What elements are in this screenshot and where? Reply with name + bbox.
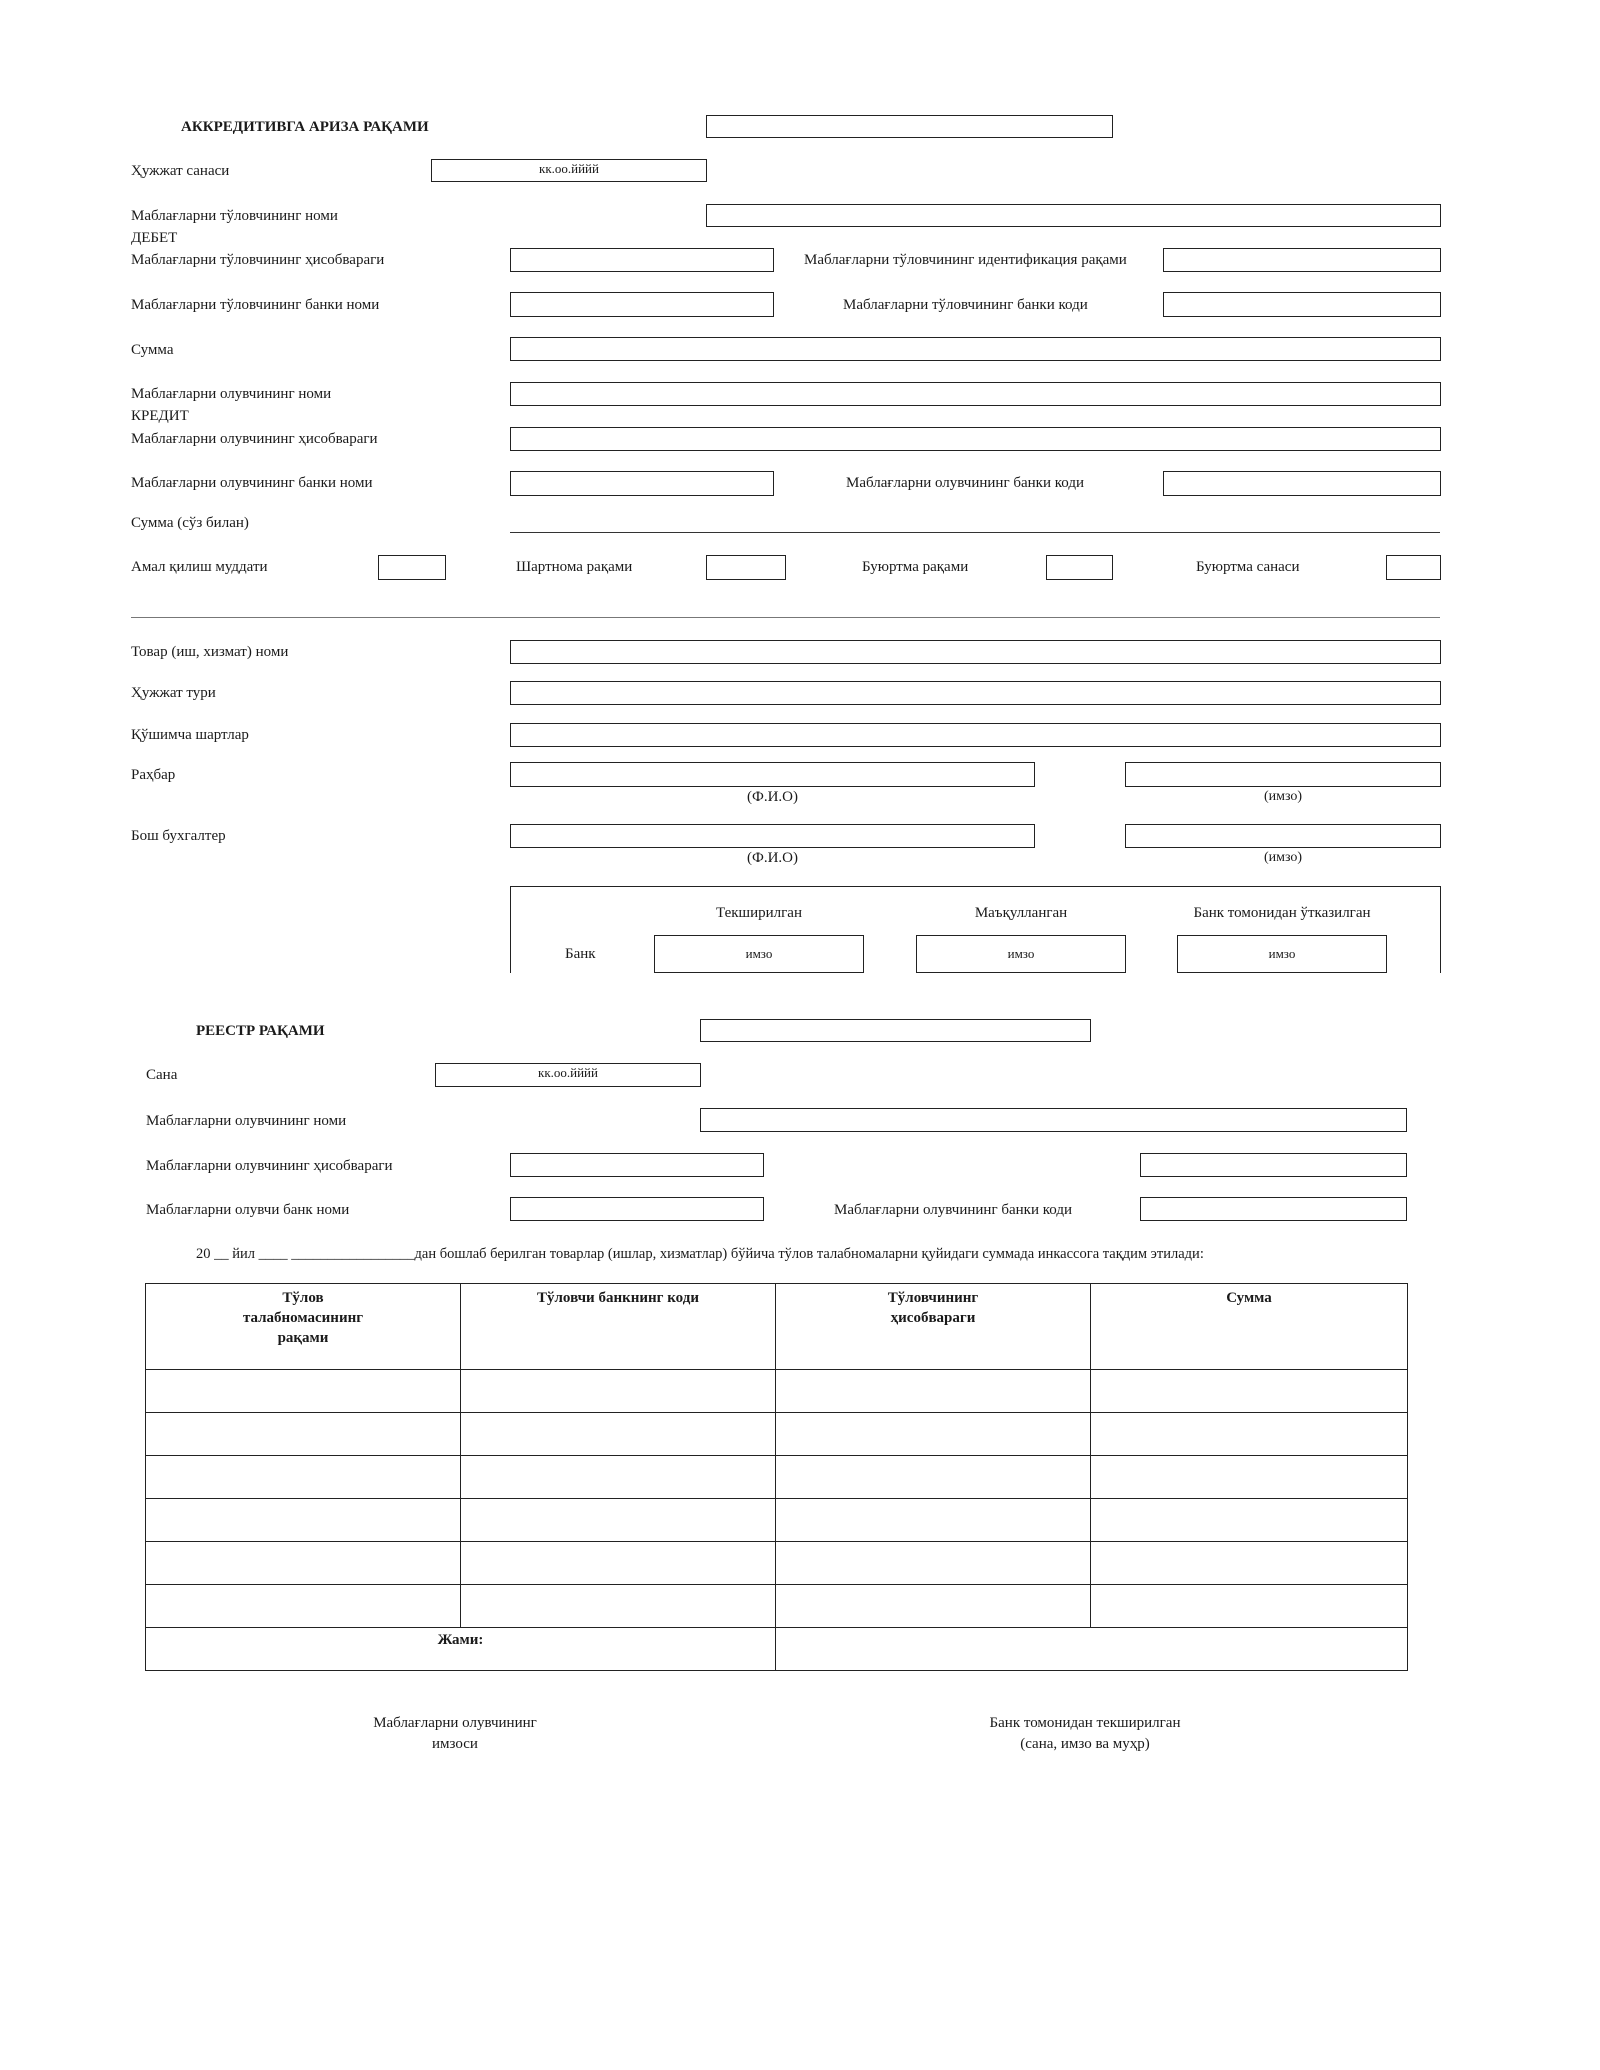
table-cell[interactable]: [1091, 1456, 1408, 1499]
receiver-bank-name-label: Маблағларни олувчининг банки номи: [131, 475, 373, 491]
table-cell[interactable]: [1091, 1499, 1408, 1542]
payer-name-field[interactable]: [706, 204, 1441, 227]
receiver-name-label: Маблағларни олувчининг номи: [131, 386, 332, 402]
payer-name-label: Маблағларни тўловчининг номи: [131, 208, 338, 224]
order-number-field[interactable]: [1046, 555, 1113, 580]
bank-checked-caption: Банк томонидан текширилган (сана, имзо ва муҳр): [989, 1715, 1181, 1752]
accreditive-title: АККРЕДИТИВГА АРИЗА РАҚАМИ: [181, 119, 429, 135]
goods-label: Товар (иш, хизмат) номи: [131, 644, 289, 660]
validity-field[interactable]: [378, 555, 446, 580]
contract-number-field[interactable]: [706, 555, 786, 580]
table-cell[interactable]: [1091, 1413, 1408, 1456]
accountant-signature-caption: (имзо): [1263, 850, 1303, 865]
sum-field[interactable]: [510, 337, 1441, 361]
receiver-bank-name-field[interactable]: [510, 471, 774, 496]
doc-type-field[interactable]: [510, 681, 1441, 705]
register-extra-field[interactable]: [1140, 1153, 1407, 1177]
head-signature-field[interactable]: [1125, 762, 1441, 787]
table-row: [146, 1413, 1408, 1456]
table-cell[interactable]: [146, 1542, 461, 1585]
table-cell[interactable]: [146, 1499, 461, 1542]
payer-bank-code-label: Маблағларни тўловчининг банки коди: [843, 297, 1088, 313]
table-cell[interactable]: [1091, 1542, 1408, 1585]
payer-account-label: Маблағларни тўловчининг ҳисобвараги: [131, 252, 385, 268]
col-header-number-text: Тўлов талабномасининг рақами: [242, 1290, 364, 1346]
table-cell[interactable]: [776, 1370, 1091, 1413]
table-row: [146, 1370, 1408, 1413]
checked-label: Текширилган: [716, 905, 802, 921]
receiver-bank-code-field[interactable]: [1163, 471, 1441, 496]
receiver-account-label: Маблағларни олувчининг ҳисобвараги: [131, 431, 378, 447]
register-bank-code-field[interactable]: [1140, 1197, 1407, 1221]
validity-label: Амал қилиш муддати: [131, 559, 268, 575]
register-bank-code-label: Маблағларни олувчининг банки коди: [834, 1202, 1072, 1218]
head-fio-field[interactable]: [510, 762, 1035, 787]
head-fio-caption: (Ф.И.О): [746, 789, 798, 805]
payer-id-field[interactable]: [1163, 248, 1441, 272]
receiver-name-field[interactable]: [510, 382, 1441, 406]
doc-type-label: Ҳужжат тури: [131, 685, 216, 701]
table-cell[interactable]: [776, 1456, 1091, 1499]
table-cell[interactable]: [1091, 1370, 1408, 1413]
application-number-field[interactable]: [706, 115, 1113, 138]
register-receiver-name-label: Маблағларни олувчининг номи: [146, 1113, 347, 1129]
register-number-field[interactable]: [700, 1019, 1091, 1042]
goods-field[interactable]: [510, 640, 1441, 664]
order-number-label: Буюртма рақами: [862, 559, 969, 575]
table-cell[interactable]: [461, 1370, 776, 1413]
accountant-fio-field[interactable]: [510, 824, 1035, 848]
table-cell[interactable]: [461, 1542, 776, 1585]
head-signature-caption: (имзо): [1263, 789, 1303, 804]
payer-bank-name-field[interactable]: [510, 292, 774, 317]
checked-signature-field[interactable]: имзо: [654, 935, 864, 973]
sum-words-label: Сумма (сўз билан): [131, 515, 249, 531]
table-row: [146, 1585, 1408, 1628]
table-cell[interactable]: [776, 1499, 1091, 1542]
table-row: [146, 1542, 1408, 1585]
col-header-account-text: Тўловчининг ҳисобвараги: [887, 1290, 979, 1326]
register-statement: 20 __ йил ____ _________________дан бошлаб берилган товарлар (ишлар, хизматлар) бўйича тўлов талабномаларни қуйидаги суммада инкассога тақдим этилади:: [196, 1246, 1204, 1262]
table-row: [146, 1499, 1408, 1542]
accountant-signature-field[interactable]: [1125, 824, 1441, 848]
table-cell[interactable]: [146, 1413, 461, 1456]
table-cell[interactable]: [461, 1413, 776, 1456]
bank-label: Банк: [565, 946, 596, 962]
register-receiver-account-field[interactable]: [510, 1153, 764, 1177]
table-row: [146, 1456, 1408, 1499]
receiver-bank-code-label: Маблағларни олувчининг банки коди: [846, 475, 1084, 491]
total-row: [146, 1628, 1408, 1671]
doc-date-field[interactable]: кк.оо.йййй: [431, 159, 707, 182]
head-label: Раҳбар: [131, 767, 176, 783]
register-date-field[interactable]: кк.оо.йййй: [435, 1063, 701, 1087]
col-header-sum: [1091, 1284, 1408, 1370]
register-table: [145, 1283, 1408, 1671]
total-value-cell[interactable]: [776, 1628, 1408, 1671]
table-cell[interactable]: [146, 1456, 461, 1499]
table-cell[interactable]: [461, 1499, 776, 1542]
extra-terms-field[interactable]: [510, 723, 1441, 747]
approved-label: Маъқулланган: [974, 905, 1068, 921]
col-header-sum-text: Сумма: [1226, 1290, 1272, 1306]
table-cell[interactable]: [776, 1542, 1091, 1585]
col-header-account: [776, 1284, 1091, 1370]
table-cell[interactable]: [146, 1585, 461, 1628]
table-cell[interactable]: [776, 1585, 1091, 1628]
accountant-fio-caption: (Ф.И.О): [746, 850, 798, 866]
sum-words-line[interactable]: [510, 532, 1440, 533]
col-header-number: [146, 1284, 461, 1370]
chief-accountant-label: Бош бухгалтер: [131, 828, 226, 844]
sum-label: Сумма: [131, 342, 174, 358]
total-label: Жами:: [146, 1628, 776, 1671]
doc-date-label: Ҳужжат санаси: [131, 163, 230, 179]
payer-bank-code-field[interactable]: [1163, 292, 1441, 317]
register-title: РЕЕСТР РАҚАМИ: [196, 1023, 325, 1039]
transferred-signature-field[interactable]: имзо: [1177, 935, 1387, 973]
order-date-field[interactable]: [1386, 555, 1441, 580]
contract-number-label: Шартнома рақами: [516, 559, 633, 575]
section-divider: [131, 617, 1440, 618]
table-cell[interactable]: [461, 1585, 776, 1628]
receiver-signature-caption: Маблағларни олувчининг имзоси: [373, 1715, 537, 1752]
register-receiver-account-label: Маблағларни олувчининг ҳисобвараги: [146, 1158, 393, 1174]
payer-id-label: Маблағларни тўловчининг идентификация рақами: [804, 252, 1127, 268]
credit-label: КРЕДИТ: [131, 408, 189, 424]
transferred-label: Банк томонидан ўтказилган: [1193, 905, 1371, 921]
extra-terms-label: Қўшимча шартлар: [131, 727, 249, 743]
table-cell[interactable]: [146, 1370, 461, 1413]
register-date-label: Сана: [146, 1067, 178, 1083]
payer-account-field[interactable]: [510, 248, 774, 272]
table-cell[interactable]: [1091, 1585, 1408, 1628]
col-header-bank-code-text: Тўловчи банкнинг коди: [537, 1290, 699, 1306]
register-receiver-name-field[interactable]: [700, 1108, 1407, 1132]
register-bank-name-label: Маблағларни олувчи банк номи: [146, 1202, 350, 1218]
order-date-label: Буюртма санаси: [1196, 559, 1300, 575]
table-cell[interactable]: [776, 1413, 1091, 1456]
col-header-bank-code: [461, 1284, 776, 1370]
register-bank-name-field[interactable]: [510, 1197, 764, 1221]
approved-signature-field[interactable]: имзо: [916, 935, 1126, 973]
payer-bank-name-label: Маблағларни тўловчининг банки номи: [131, 297, 380, 313]
debit-label: ДЕБЕТ: [131, 230, 178, 246]
receiver-account-field[interactable]: [510, 427, 1441, 451]
table-cell[interactable]: [461, 1456, 776, 1499]
